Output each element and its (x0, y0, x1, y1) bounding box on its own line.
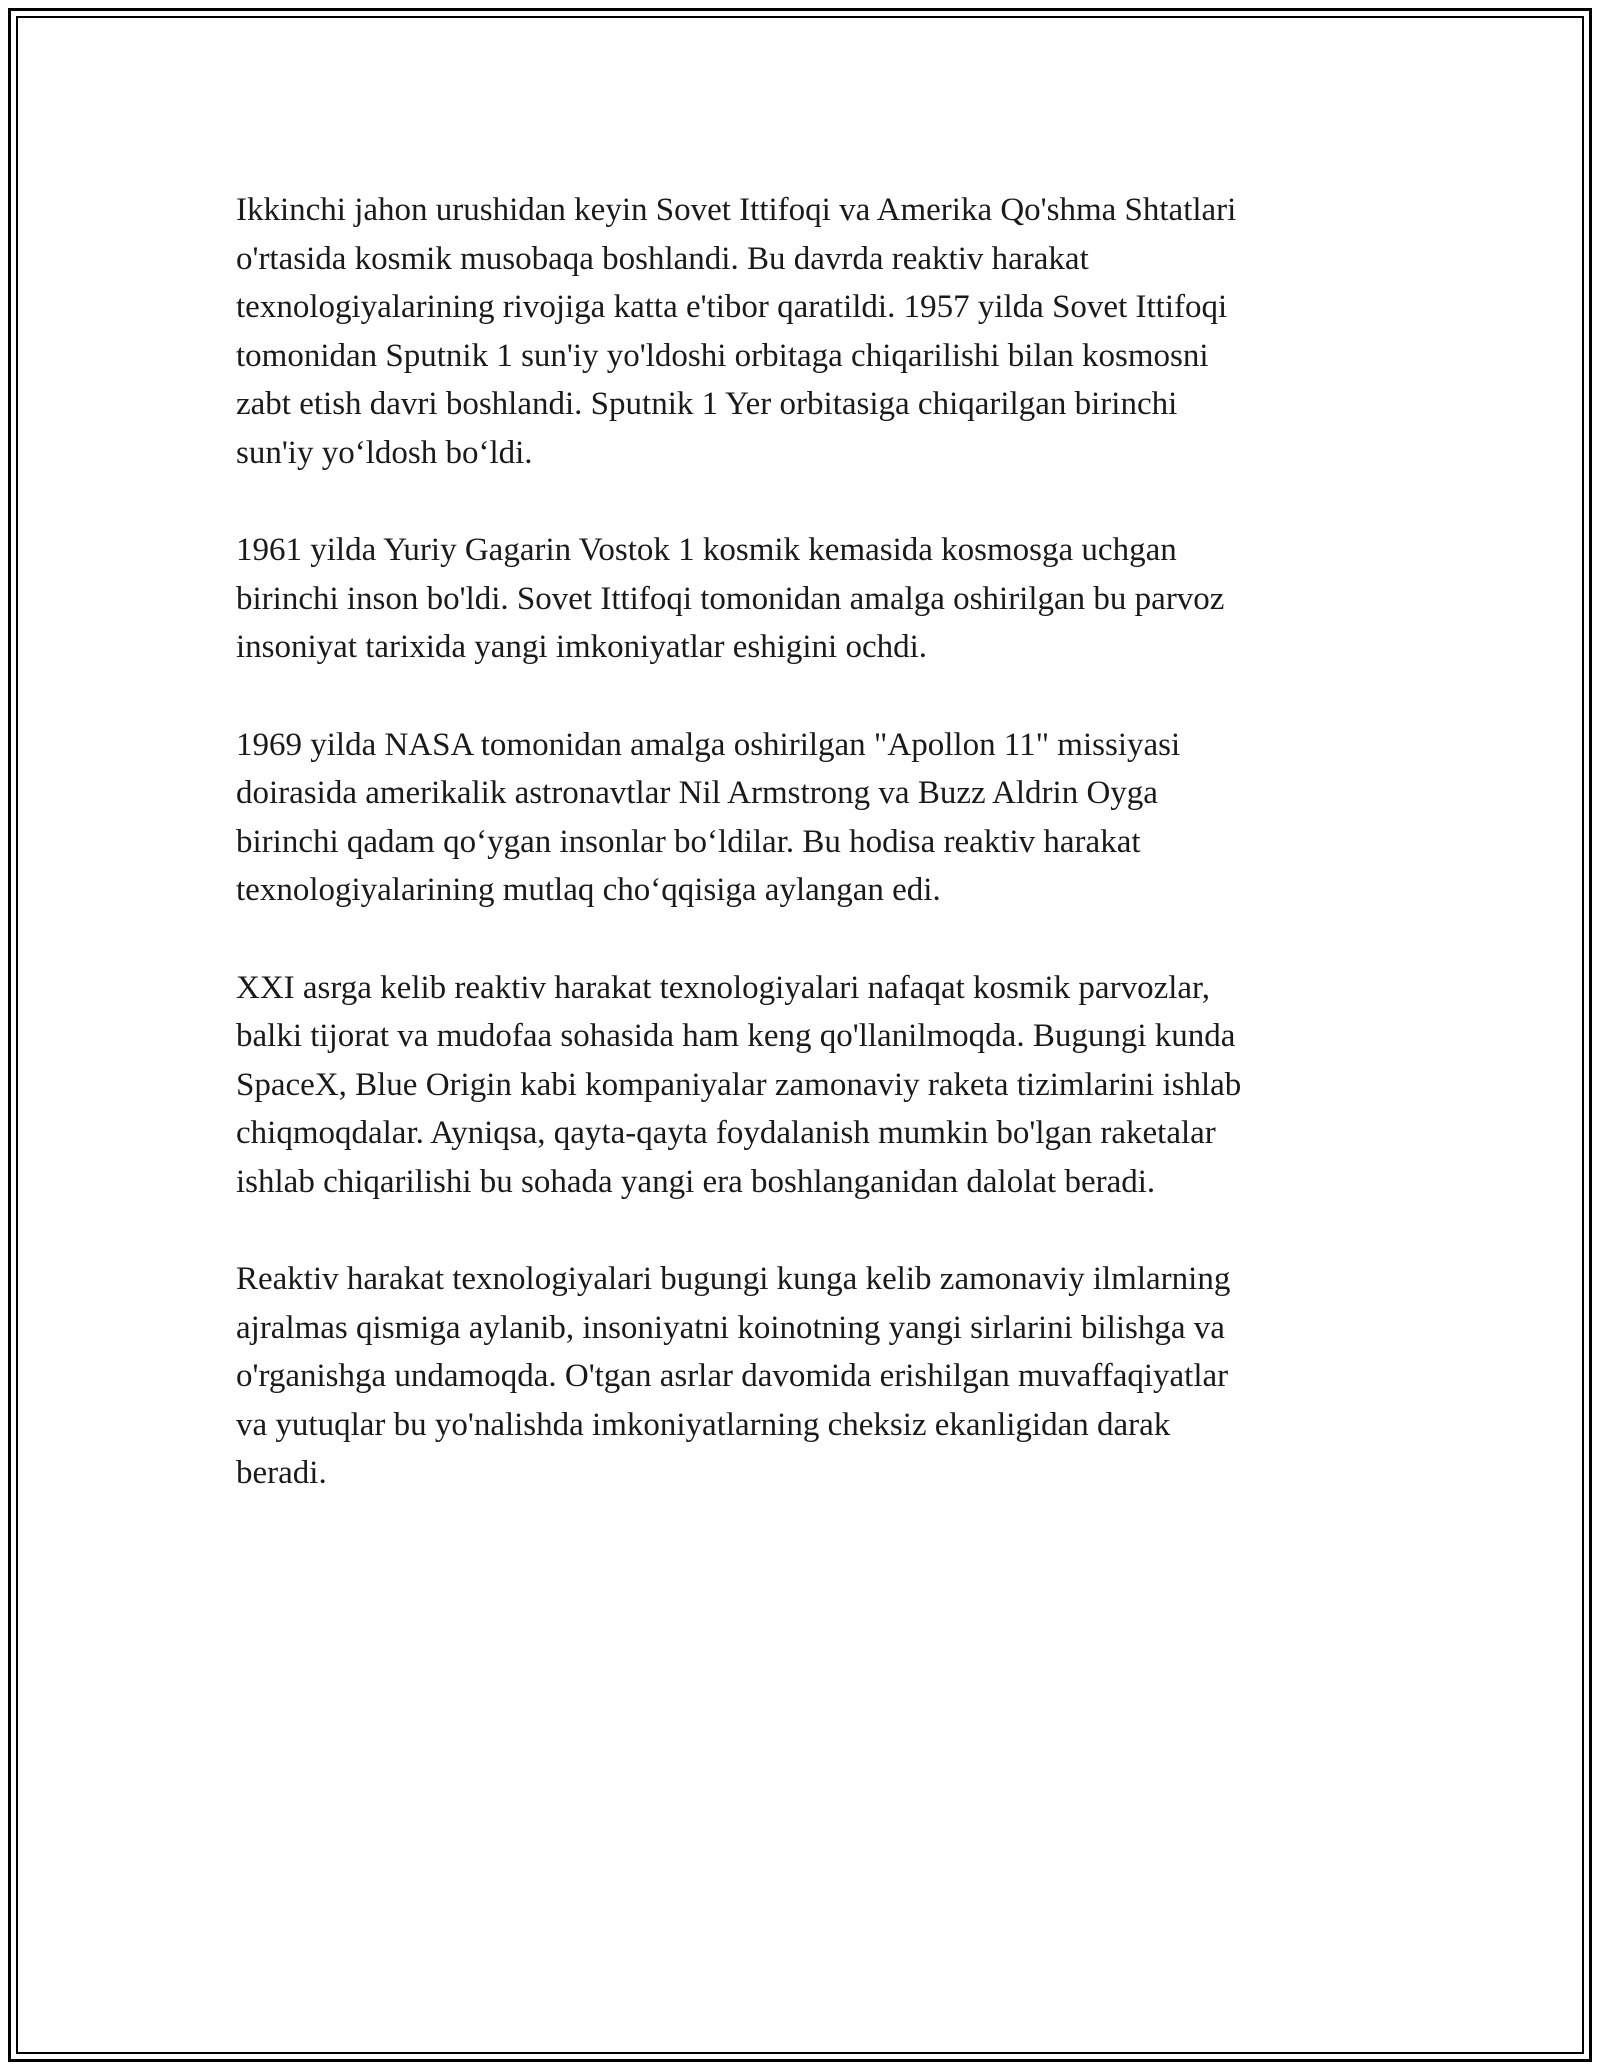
document-body (236, 186, 1366, 1547)
paragraph-xxi-century: XXI asrga kelib reaktiv harakat texnologiyalari nafaqat kosmik parvozlar, balki tijorat va mudofaa sohasida ham keng qo'llanilmoqda. Bugungi kunda SpaceX, Blue Origin kabi kompaniyalar zamonaviy raketa tizimlarini ishlab chiqmoqdalar. Ayniqsa, qayta-qayta foydalanish mumkin bo'lgan raketalar ishlab chiqarilishi bu sohada yangi era boshlanganidan dalolat beradi. (236, 969, 1242, 1200)
paragraph-conclusion: Reaktiv harakat texnologiyalari bugungi kunga kelib zamonaviy ilmlarning ajralmas qismiga aylanib, insoniyatni koinotning yangi sirlarini bilishga va o'rganishga undamoqda. O'tgan asrlar davomida erishilgan muvaffaqiyatlar va yutuqlar bu yo'nalishda imkoniyatlarning cheksiz ekanligidan darak beradi. (236, 1261, 1231, 1492)
paragraph-gagarin: 1961 yilda Yuriy Gagarin Vostok 1 kosmik kemasida kosmosga uchgan birinchi inson bo'ldi. Sovet Ittifoqi tomonidan amalga oshirilgan bu parvoz insoniyat tarixida yangi imkoniyatlar eshigini ochdi. (236, 532, 1225, 666)
paragraph-space-race: Ikkinchi jahon urushidan keyin Sovet Ittifoqi va Amerika Qo'shma Shtatlari o'rtasida kosmik musobaqa boshlandi. Bu davrda reaktiv harakat texnologiyalarining rivojiga katta e'tibor qaratildi. 1957 yilda Sovet Ittifoqi tomonidan Sputnik 1 sun'iy yo'ldoshi orbitaga chiqarilishi bilan kosmosni zabt etish davri boshlandi. Sputnik 1 Yer orbitasiga chiqarilgan birinchi sun'iy yo‘ldosh bo‘ldi. (236, 192, 1237, 471)
paragraph-apollon: 1969 yilda NASA tomonidan amalga oshirilgan "Apollon 11" missiyasi doirasida amerikalik astronavtlar Nil Armstrong va Buzz Aldrin Oyga birinchi qadam qo‘ygan insonlar bo‘ldilar. Bu hodisa reaktiv harakat texnologiyalarining mutlaq cho‘qqisiga aylangan edi. (236, 726, 1181, 909)
